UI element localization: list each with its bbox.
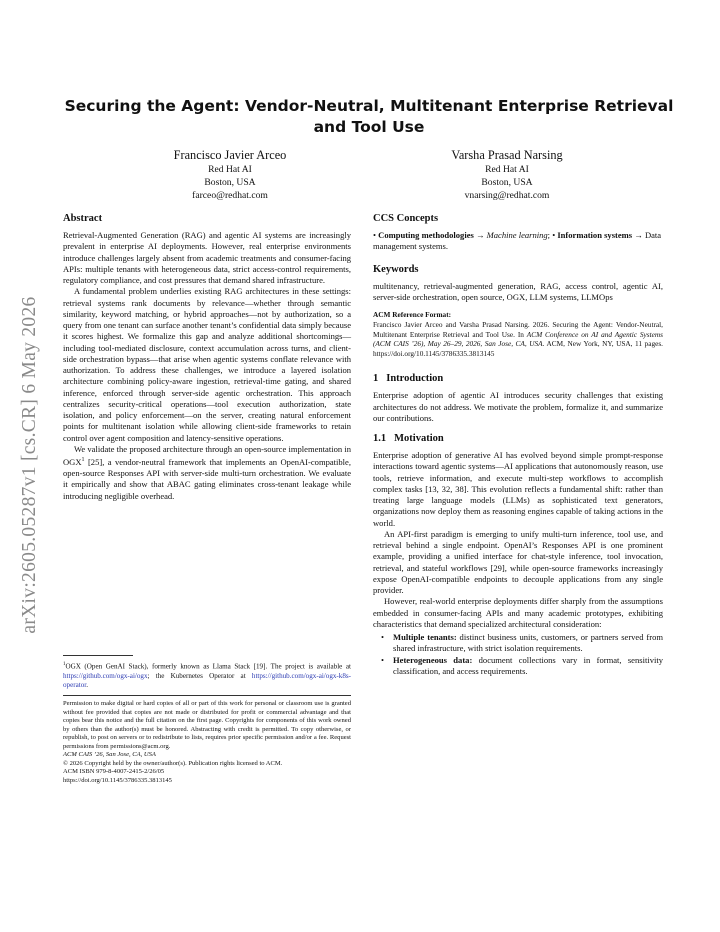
ccs-separator: ; (547, 230, 551, 240)
permission-block (63, 695, 351, 785)
permission-venue: ACM CAIS ’26, San Jose, CA, USA (63, 751, 156, 758)
abstract-paragraph-2: A fundamental problem underlies existing RAG architectures in these settings: retrieval systems rank documents by relevance—whether through semantic similarity, keyword matching, or hybrid approaches—not by authorization, so a query from one tenant can surface another tenant’s confidential data simply because it scores highest. We formalize this gap and analyze additional shortcomings—including tool-mediated disclosure, context accumulation across turns, and client-side orchestration bypass—that arise when agentic systems conflate relevance with authorization. To address these challenges, we introduce a layered isolation architecture combining policy-aware ingestion, retrieval-time gating, and shared inference, enforced through server-side agentic orchestration. This approach centralizes security-critical operations—tool execution authorization, state isolation, and policy enforcement—on the server, creating natural enforcement points for multitenant isolation while allowing client-side frameworks to retain control over agent composition and latency-sensitive operations. (63, 286, 351, 443)
footnote-rule (63, 655, 133, 656)
motivation-heading (373, 432, 663, 446)
introduction-section (373, 372, 663, 424)
permission-isbn: ACM ISBN 979-8-4007-2415-2/26/05 (63, 768, 165, 775)
introduction-text: Enterprise adoption of agentic AI introduces security challenges that existing architectures do not address. We motivate the problem, formalize it, and summarize our contributions. (373, 390, 663, 423)
ccs-term-information: Information systems (557, 230, 633, 240)
abstract-p3-start: We validate the proposed architecture through an open-source implementation in OGX (63, 443, 351, 467)
characteristics-list (373, 632, 663, 677)
footnote-number: 1 (63, 662, 66, 667)
motivation-paragraph-3: However, real-world enterprise deployments differ sharply from the assumptions embedded in consumer-facing APIs and many academic prototypes, exhibiting characteristics that demand specialized architectural consideration: (373, 596, 663, 629)
reference-format-heading: ACM Reference Format: (373, 310, 452, 319)
section-title: Introduction (386, 373, 444, 385)
reference-text-b: ACM, New York, NY, USA, 11 pages. https://doi.org/10.1145/3786335.3813145 (373, 339, 663, 358)
author-block-2 (377, 147, 637, 202)
ccs-heading: CCS Concepts (373, 213, 439, 224)
keywords-section (373, 263, 663, 304)
footnote-text (63, 660, 351, 690)
ccs-term-data-management: Data management systems (373, 230, 662, 252)
ccs-end: . (445, 241, 449, 252)
left-column (63, 212, 351, 502)
footnote-text-a: OGX (Open GenAI Stack), formerly known as Llama Stack [19]. The project is available at (65, 662, 351, 671)
abstract-paragraph-1: Retrieval-Augmented Generation (RAG) and agentic AI systems are increasingly prevalent in enterprise AI deployments. However, real enterprise environments introduce challenges largely absent from academic treatments and consumer-facing APIs: multiple tenants with heterogeneous data, strict access-control requirements, regulatory compliance, and cost pressures that demand shared infrastructure. (63, 230, 351, 285)
reference-format (373, 310, 663, 358)
permission-text: Permission to make digital or hard copies of all or part of this work for personal or classroom use is granted without fee provided that copies are not made or distributed for profit or commercial advantage and that copies bear this notice and the full citation on the first page. Copyrights for components of this work owned by others than the author(s) must be honored. Abstracting with credit is permitted. To copy otherwise, or republish, to post on servers or to redistribute to lists, requires prior specific permission and/or a fee. Request permissions from permissions@acm.org. (63, 700, 351, 750)
k8s-operator-link[interactable]: https://github.com/ogx-ai/ogx-k8s-operator (63, 671, 351, 689)
ogx-repo-link[interactable]: https://github.com/ogx-ai/ogx (63, 671, 148, 680)
reference-text-a: Francisco Javier Arceo and Varsha Prasad Narsing. 2026. Securing the Agent: Vendor-Neutral, Multitenant Enterprise Retrieval and Tool Use. In (373, 320, 663, 339)
author-affiliation: Red Hat AI (208, 164, 252, 175)
list-item (393, 632, 663, 655)
ccs-bullet: • (373, 230, 376, 240)
footnote-marker: 1 (81, 457, 85, 463)
list-item (393, 655, 663, 678)
arxiv-identifier-text: arXiv:2605.05287v1 [cs.CR] 6 May 2026 (19, 296, 40, 634)
ccs-concepts (373, 230, 663, 253)
motivation-paragraph-1: Enterprise adoption of generative AI has evolved beyond simple prompt-response interactions toward agentic systems—AI applications that autonomously reason, use tools, retrieve information, and execute multi-step workflows to accomplish complex tasks [13, 32, 38]. This evolution reflects a fundamental shift: rather than treating large language models (LLMs) as sophisticated text generators, organizations now deploy them as reasoning engines capable of taking actions in the world. (373, 450, 663, 528)
reference-venue: ACM Conference on AI and Agentic Systems (ACM CAIS ’26), May 26–29, 2026, San Jose, CA, USA. (373, 329, 663, 349)
ccs-arrow: → (475, 230, 485, 240)
section-number: 1 (373, 373, 379, 385)
motivation-section (373, 432, 663, 677)
keywords-heading: Keywords (373, 263, 419, 275)
author-email: vnarsing@redhat.com (464, 190, 550, 201)
author-name: Varsha Prasad Narsing (451, 148, 563, 162)
abstract-heading: Abstract (63, 213, 103, 224)
footnote-text-c: . (86, 680, 89, 689)
footnote (63, 655, 351, 690)
list-item-text: distinct business units, customers, or partners served from shared infrastructure, with strict isolation requirements. (393, 632, 664, 654)
list-item-label: Heterogeneous data: (393, 654, 473, 665)
abstract-p3-end: [25], a vendor-neutral framework that implements an OpenAI-compatible, open-source Responses API with server-side multi-turn orchestration. We evaluate it empirically and show that ABAC gating eliminates cross-tenant leakage while introducing negligible overhead. (63, 456, 351, 501)
author-affiliation: Red Hat AI (485, 164, 529, 175)
ccs-term-computing: Computing methodologies (378, 230, 474, 240)
right-column (373, 212, 663, 677)
list-item-label: Multiple tenants: (393, 632, 457, 643)
ccs-concepts-text (373, 230, 663, 253)
motivation-paragraph-2: An API-first paradigm is emerging to unify multi-turn inference, tool use, and retrieval behind a single endpoint. OpenAI’s Responses API is one prominent example, providing a unified interface for chat-style inference, tool invocation, retrieval, and stateful workflows [29], while open-source frameworks increasingly expose OpenAI-compatible endpoints to decouple applications from any single provider. (373, 528, 663, 596)
ccs-bullet: • (552, 230, 556, 240)
author-location: Boston, USA (204, 177, 256, 188)
paper-title: Securing the Agent: Vendor-Neutral, Multitenant Enterprise Retrieval and Tool Use (64, 97, 674, 136)
permission-doi: https://doi.org/10.1145/3786335.3813145 (63, 776, 172, 784)
reference-format-text (373, 320, 663, 358)
list-item-text: document collections vary in format, sensitivity classification, and access requirements. (393, 654, 663, 676)
author-email: farceo@redhat.com (192, 190, 268, 201)
subsection-title: Motivation (394, 433, 444, 445)
subsection-number: 1.1 (373, 433, 387, 445)
author-name: Francisco Javier Arceo (173, 148, 287, 162)
keywords-text: multitenancy, retrieval-augmented generation, RAG, access control, agentic AI, server-side orchestration, open source, OGX, LLM systems, LLMOps (373, 280, 663, 302)
footnote-text-b: ; the Kubernetes Operator at (147, 671, 252, 680)
ccs-arrow: → (634, 230, 643, 240)
ccs-term-ml: Machine learning (486, 230, 548, 240)
permission-copyright: © 2026 Copyright held by the owner/author(s). Publication rights licensed to ACM. (63, 759, 283, 767)
abstract-paragraph-3 (63, 444, 351, 502)
author-block-1 (100, 147, 360, 202)
arxiv-identifier-sidebar (14, 265, 46, 665)
introduction-heading (373, 372, 663, 386)
author-location: Boston, USA (481, 177, 533, 188)
